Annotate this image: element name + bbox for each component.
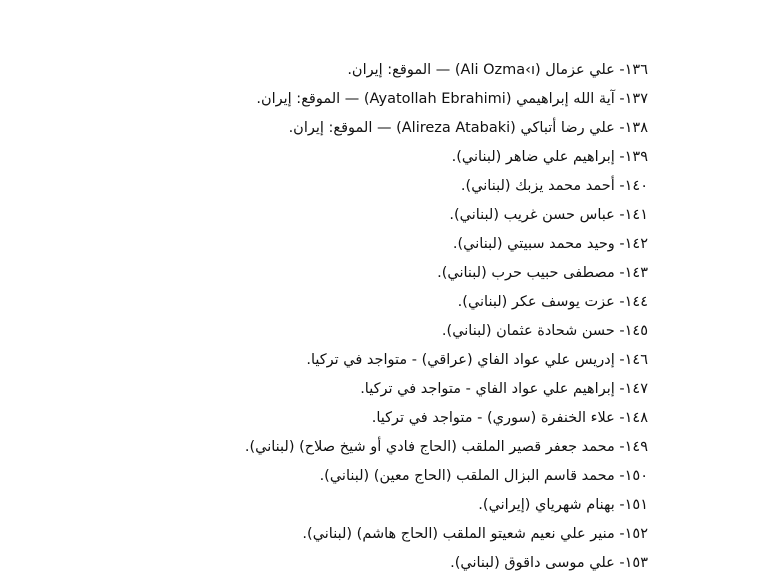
list-item-text: ١٤٦- إدريس علي عواد الفاي (عراقي) - متواجد في تركيا. (306, 352, 648, 368)
list-item-text: ١٤٢- وحيد محمد سبيتي (لبناني). (452, 236, 648, 252)
list-item (48, 433, 648, 462)
list-item-text: ١٤٠- أحمد محمد يزبك (لبناني). (460, 178, 648, 194)
list-item (48, 404, 648, 433)
list-item (48, 491, 648, 520)
list-item-text: ١٥٢- منير علي نعيم شعيتو الملقب (الحاج هاشم) (لبناني). (302, 526, 648, 542)
list-item (48, 201, 648, 230)
list-item (48, 172, 648, 201)
list-item (48, 549, 648, 578)
list-item (48, 143, 648, 172)
list-item (48, 520, 648, 549)
list-item (48, 230, 648, 259)
list-item-text: ١٤٣- مصطفى حبيب حرب (لبناني). (437, 265, 648, 281)
list-item-text: ١٤٧- إبراهيم علي عواد الفاي - متواجد في تركيا. (360, 381, 648, 397)
list-item (48, 317, 648, 346)
list-item-text: ١٤٨- علاء الخنفرة (سوري) - متواجد في تركيا. (371, 410, 648, 426)
list-item-text: ١٣٩- إبراهيم علي ضاهر (لبناني). (451, 149, 648, 165)
names-list (48, 56, 648, 578)
list-item-text: ١٤٤- عزت يوسف عكر (لبناني). (457, 294, 648, 310)
list-item-text: ١٥٣- علي موسى داقوق (لبناني). (450, 555, 648, 571)
list-item-text: ١٤٥- حسن شحادة عثمان (لبناني). (441, 323, 648, 339)
list-item (48, 288, 648, 317)
list-item (48, 114, 648, 143)
list-item (48, 259, 648, 288)
list-item (48, 462, 648, 491)
list-item (48, 85, 648, 114)
list-item (48, 375, 648, 404)
list-item-text: ١٥١- بهنام شهرياي (إيراني). (478, 497, 648, 513)
list-item-text: ١٤١- عباس حسن غريب (لبناني). (449, 207, 648, 223)
list-item-text: ١٤٩- محمد جعفر قصير الملقب (الحاج فادي أو شيخ صلاح) (لبناني). (244, 439, 648, 455)
list-item (48, 346, 648, 375)
list-item-text: ١٣٦- علي عزمال (Ali Ozma‹ı) — الموقع: إيران. (347, 62, 648, 78)
list-item (48, 56, 648, 85)
list-item-text: ١٣٨- علي رضا أتباكي (Alireza Atabaki) — الموقع: إيران. (288, 120, 648, 136)
list-item-text: ١٥٠- محمد قاسم البزال الملقب (الحاج معين) (لبناني). (319, 468, 648, 484)
list-item-text: ١٣٧- آية الله إبراهيمي (Ayatollah Ebrahimi) — الموقع: إيران. (256, 91, 648, 107)
